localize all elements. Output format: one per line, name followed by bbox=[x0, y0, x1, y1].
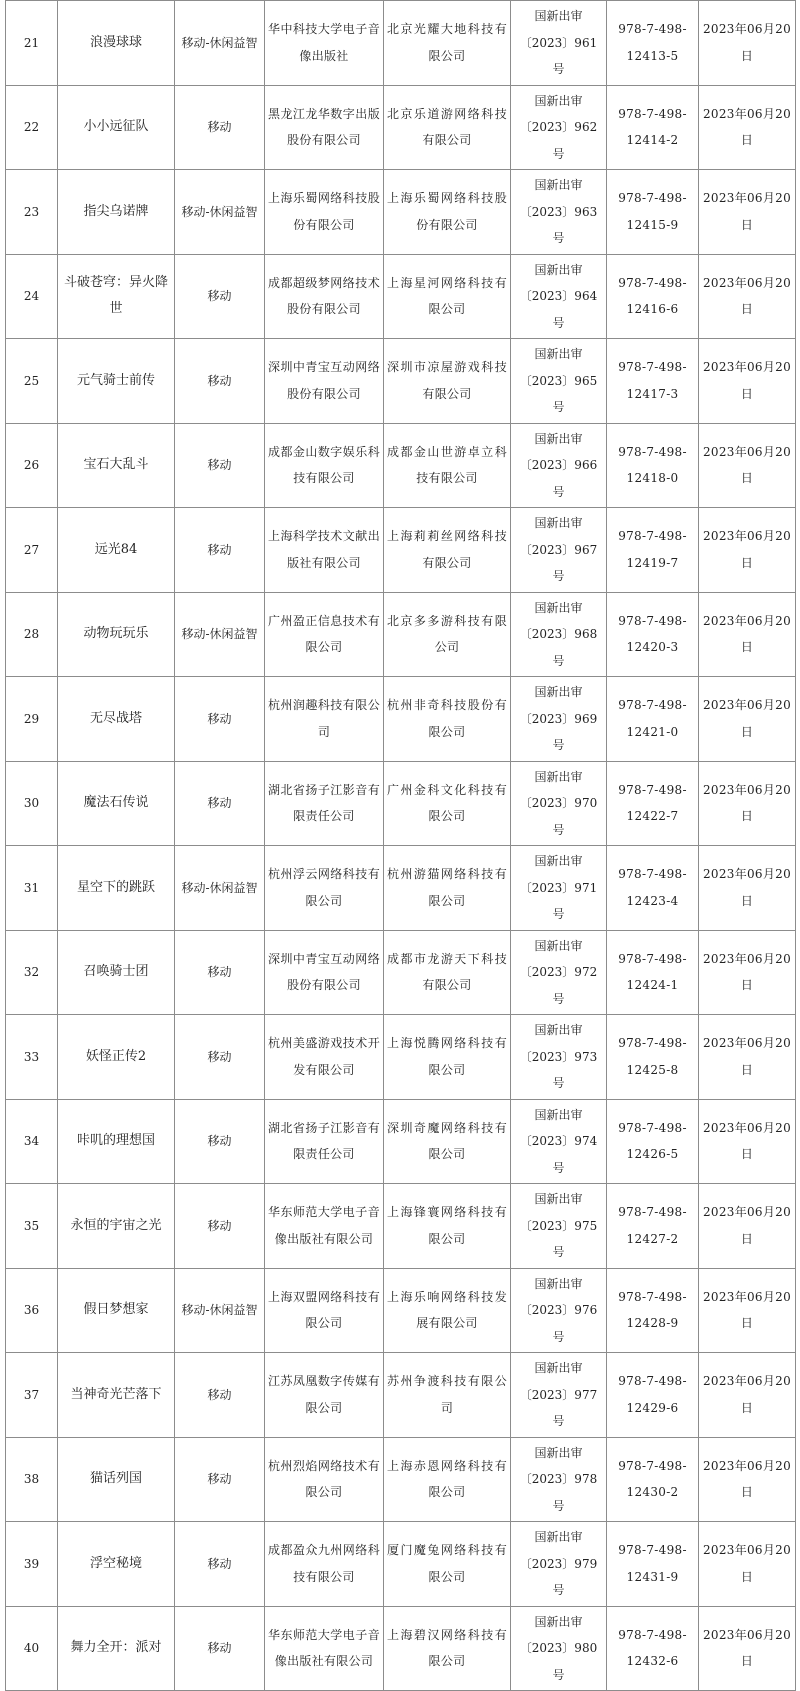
row-number-cell: 26 bbox=[6, 423, 58, 508]
table-row bbox=[6, 1184, 796, 1269]
approval-date-cell: 2023年06月20日 bbox=[699, 508, 796, 593]
table-row bbox=[6, 930, 796, 1015]
table-row bbox=[6, 1099, 796, 1184]
approval-number-cell: 国新出审〔2023〕975号 bbox=[511, 1184, 607, 1269]
row-number-cell: 25 bbox=[6, 339, 58, 424]
approval-number-cell: 国新出审〔2023〕969号 bbox=[511, 677, 607, 762]
approval-number-cell: 国新出审〔2023〕971号 bbox=[511, 846, 607, 931]
approval-number-cell: 国新出审〔2023〕972号 bbox=[511, 930, 607, 1015]
game-type-cell: 移动 bbox=[175, 339, 265, 424]
approval-number-cell: 国新出审〔2023〕978号 bbox=[511, 1437, 607, 1522]
approval-number-cell: 国新出审〔2023〕977号 bbox=[511, 1353, 607, 1438]
row-number-cell: 34 bbox=[6, 1099, 58, 1184]
row-number-cell: 30 bbox=[6, 761, 58, 846]
game-name-cell: 动物玩玩乐 bbox=[58, 592, 175, 677]
row-number-cell: 23 bbox=[6, 170, 58, 255]
table-row bbox=[6, 1437, 796, 1522]
row-number-cell: 40 bbox=[6, 1606, 58, 1691]
approval-date-cell: 2023年06月20日 bbox=[699, 677, 796, 762]
publisher-cell: 上海乐蜀网络科技股份有限公司 bbox=[265, 170, 384, 255]
publisher-cell: 成都金山数字娱乐科技有限公司 bbox=[265, 423, 384, 508]
game-name-cell: 宝石大乱斗 bbox=[58, 423, 175, 508]
row-number-cell: 35 bbox=[6, 1184, 58, 1269]
operator-cell: 上海赤恩网络科技有限公司 bbox=[384, 1437, 511, 1522]
isbn-cell: 978-7-498-12430-2 bbox=[607, 1437, 699, 1522]
game-type-cell: 移动 bbox=[175, 423, 265, 508]
game-name-cell: 浪漫球球 bbox=[58, 1, 175, 86]
operator-cell: 北京多多游科技有限公司 bbox=[384, 592, 511, 677]
game-type-cell: 移动 bbox=[175, 1099, 265, 1184]
game-name-cell: 当神奇光芒落下 bbox=[58, 1353, 175, 1438]
row-number-cell: 21 bbox=[6, 1, 58, 86]
table-row bbox=[6, 1353, 796, 1438]
game-type-cell: 移动 bbox=[175, 1522, 265, 1607]
approval-date-cell: 2023年06月20日 bbox=[699, 1353, 796, 1438]
row-number-cell: 38 bbox=[6, 1437, 58, 1522]
table-body bbox=[6, 1, 796, 1691]
game-name-cell: 猫话列国 bbox=[58, 1437, 175, 1522]
publisher-cell: 上海科学技术文献出版社有限公司 bbox=[265, 508, 384, 593]
operator-cell: 成都市龙游天下科技有限公司 bbox=[384, 930, 511, 1015]
approval-list-table bbox=[5, 0, 796, 1691]
approval-number-cell: 国新出审〔2023〕962号 bbox=[511, 85, 607, 170]
publisher-cell: 华中科技大学电子音像出版社 bbox=[265, 1, 384, 86]
game-name-cell: 元气骑士前传 bbox=[58, 339, 175, 424]
row-number-cell: 33 bbox=[6, 1015, 58, 1100]
approval-number-cell: 国新出审〔2023〕967号 bbox=[511, 508, 607, 593]
approval-date-cell: 2023年06月20日 bbox=[699, 1015, 796, 1100]
isbn-cell: 978-7-498-12422-7 bbox=[607, 761, 699, 846]
approval-date-cell: 2023年06月20日 bbox=[699, 1, 796, 86]
operator-cell: 上海乐响网络科技发展有限公司 bbox=[384, 1268, 511, 1353]
isbn-cell: 978-7-498-12415-9 bbox=[607, 170, 699, 255]
game-type-cell: 移动-休闲益智 bbox=[175, 1, 265, 86]
operator-cell: 上海乐蜀网络科技股份有限公司 bbox=[384, 170, 511, 255]
table-row bbox=[6, 1268, 796, 1353]
table-row bbox=[6, 846, 796, 931]
isbn-cell: 978-7-498-12427-2 bbox=[607, 1184, 699, 1269]
isbn-cell: 978-7-498-12431-9 bbox=[607, 1522, 699, 1607]
row-number-cell: 36 bbox=[6, 1268, 58, 1353]
game-name-cell: 小小远征队 bbox=[58, 85, 175, 170]
approval-date-cell: 2023年06月20日 bbox=[699, 170, 796, 255]
publisher-cell: 杭州美盛游戏技术开发有限公司 bbox=[265, 1015, 384, 1100]
row-number-cell: 32 bbox=[6, 930, 58, 1015]
table-row bbox=[6, 1015, 796, 1100]
approval-date-cell: 2023年06月20日 bbox=[699, 1522, 796, 1607]
publisher-cell: 湖北省扬子江影音有限责任公司 bbox=[265, 761, 384, 846]
approval-date-cell: 2023年06月20日 bbox=[699, 1184, 796, 1269]
game-type-cell: 移动-休闲益智 bbox=[175, 846, 265, 931]
row-number-cell: 39 bbox=[6, 1522, 58, 1607]
game-name-cell: 妖怪正传2 bbox=[58, 1015, 175, 1100]
game-type-cell: 移动-休闲益智 bbox=[175, 170, 265, 255]
game-type-cell: 移动-休闲益智 bbox=[175, 592, 265, 677]
game-name-cell: 魔法石传说 bbox=[58, 761, 175, 846]
operator-cell: 北京乐道游网络科技有限公司 bbox=[384, 85, 511, 170]
table-row bbox=[6, 1, 796, 86]
operator-cell: 苏州争渡科技有限公司 bbox=[384, 1353, 511, 1438]
table-row bbox=[6, 1522, 796, 1607]
game-name-cell: 咔叽的理想国 bbox=[58, 1099, 175, 1184]
game-name-cell: 召唤骑士团 bbox=[58, 930, 175, 1015]
game-type-cell: 移动 bbox=[175, 761, 265, 846]
isbn-cell: 978-7-498-12418-0 bbox=[607, 423, 699, 508]
approval-date-cell: 2023年06月20日 bbox=[699, 1437, 796, 1522]
operator-cell: 杭州非奇科技股份有限公司 bbox=[384, 677, 511, 762]
isbn-cell: 978-7-498-12420-3 bbox=[607, 592, 699, 677]
game-name-cell: 指尖乌诺牌 bbox=[58, 170, 175, 255]
isbn-cell: 978-7-498-12421-0 bbox=[607, 677, 699, 762]
game-name-cell: 假日梦想家 bbox=[58, 1268, 175, 1353]
approval-date-cell: 2023年06月20日 bbox=[699, 423, 796, 508]
approval-date-cell: 2023年06月20日 bbox=[699, 254, 796, 339]
isbn-cell: 978-7-498-12414-2 bbox=[607, 85, 699, 170]
row-number-cell: 31 bbox=[6, 846, 58, 931]
game-type-cell: 移动 bbox=[175, 1606, 265, 1691]
publisher-cell: 华东师范大学电子音像出版社有限公司 bbox=[265, 1184, 384, 1269]
operator-cell: 成都金山世游卓立科技有限公司 bbox=[384, 423, 511, 508]
isbn-cell: 978-7-498-12432-6 bbox=[607, 1606, 699, 1691]
approval-date-cell: 2023年06月20日 bbox=[699, 85, 796, 170]
approval-number-cell: 国新出审〔2023〕973号 bbox=[511, 1015, 607, 1100]
approval-date-cell: 2023年06月20日 bbox=[699, 761, 796, 846]
publisher-cell: 上海双盟网络科技有限公司 bbox=[265, 1268, 384, 1353]
publisher-cell: 华东师范大学电子音像出版社有限公司 bbox=[265, 1606, 384, 1691]
row-number-cell: 22 bbox=[6, 85, 58, 170]
table-row bbox=[6, 170, 796, 255]
row-number-cell: 24 bbox=[6, 254, 58, 339]
operator-cell: 深圳奇魔网络科技有限公司 bbox=[384, 1099, 511, 1184]
isbn-cell: 978-7-498-12417-3 bbox=[607, 339, 699, 424]
approval-number-cell: 国新出审〔2023〕974号 bbox=[511, 1099, 607, 1184]
isbn-cell: 978-7-498-12416-6 bbox=[607, 254, 699, 339]
operator-cell: 上海碧汉网络科技有限公司 bbox=[384, 1606, 511, 1691]
row-number-cell: 29 bbox=[6, 677, 58, 762]
operator-cell: 杭州游猫网络科技有限公司 bbox=[384, 846, 511, 931]
publisher-cell: 深圳中青宝互动网络股份有限公司 bbox=[265, 930, 384, 1015]
isbn-cell: 978-7-498-12425-8 bbox=[607, 1015, 699, 1100]
operator-cell: 北京光耀大地科技有限公司 bbox=[384, 1, 511, 86]
table-row bbox=[6, 1606, 796, 1691]
game-type-cell: 移动 bbox=[175, 677, 265, 762]
publisher-cell: 黑龙江龙华数字出版股份有限公司 bbox=[265, 85, 384, 170]
game-type-cell: 移动 bbox=[175, 1015, 265, 1100]
game-type-cell: 移动 bbox=[175, 1353, 265, 1438]
row-number-cell: 37 bbox=[6, 1353, 58, 1438]
approval-number-cell: 国新出审〔2023〕976号 bbox=[511, 1268, 607, 1353]
game-type-cell: 移动 bbox=[175, 930, 265, 1015]
game-name-cell: 远光84 bbox=[58, 508, 175, 593]
approval-number-cell: 国新出审〔2023〕968号 bbox=[511, 592, 607, 677]
approval-date-cell: 2023年06月20日 bbox=[699, 1268, 796, 1353]
table-row bbox=[6, 339, 796, 424]
row-number-cell: 28 bbox=[6, 592, 58, 677]
approval-number-cell: 国新出审〔2023〕961号 bbox=[511, 1, 607, 86]
operator-cell: 广州金科文化科技有限公司 bbox=[384, 761, 511, 846]
operator-cell: 厦门魔兔网络科技有限公司 bbox=[384, 1522, 511, 1607]
approval-date-cell: 2023年06月20日 bbox=[699, 846, 796, 931]
table-row bbox=[6, 761, 796, 846]
isbn-cell: 978-7-498-12424-1 bbox=[607, 930, 699, 1015]
game-type-cell: 移动 bbox=[175, 508, 265, 593]
operator-cell: 上海莉莉丝网络科技有限公司 bbox=[384, 508, 511, 593]
isbn-cell: 978-7-498-12428-9 bbox=[607, 1268, 699, 1353]
approval-date-cell: 2023年06月20日 bbox=[699, 1606, 796, 1691]
game-name-cell: 无尽战塔 bbox=[58, 677, 175, 762]
operator-cell: 深圳市凉屋游戏科技有限公司 bbox=[384, 339, 511, 424]
publisher-cell: 成都超级梦网络技术股份有限公司 bbox=[265, 254, 384, 339]
approval-date-cell: 2023年06月20日 bbox=[699, 1099, 796, 1184]
approval-number-cell: 国新出审〔2023〕970号 bbox=[511, 761, 607, 846]
isbn-cell: 978-7-498-12429-6 bbox=[607, 1353, 699, 1438]
publisher-cell: 杭州烈焰网络技术有限公司 bbox=[265, 1437, 384, 1522]
approval-number-cell: 国新出审〔2023〕965号 bbox=[511, 339, 607, 424]
approval-date-cell: 2023年06月20日 bbox=[699, 339, 796, 424]
row-number-cell: 27 bbox=[6, 508, 58, 593]
approval-number-cell: 国新出审〔2023〕979号 bbox=[511, 1522, 607, 1607]
isbn-cell: 978-7-498-12419-7 bbox=[607, 508, 699, 593]
game-type-cell: 移动 bbox=[175, 85, 265, 170]
publisher-cell: 杭州浮云网络科技有限公司 bbox=[265, 846, 384, 931]
table-row bbox=[6, 423, 796, 508]
table-row bbox=[6, 508, 796, 593]
table-row bbox=[6, 85, 796, 170]
game-type-cell: 移动 bbox=[175, 1184, 265, 1269]
game-name-cell: 永恒的宇宙之光 bbox=[58, 1184, 175, 1269]
publisher-cell: 江苏凤凰数字传媒有限公司 bbox=[265, 1353, 384, 1438]
isbn-cell: 978-7-498-12426-5 bbox=[607, 1099, 699, 1184]
table-row bbox=[6, 254, 796, 339]
operator-cell: 上海锋寰网络科技有限公司 bbox=[384, 1184, 511, 1269]
table-row bbox=[6, 592, 796, 677]
game-name-cell: 星空下的跳跃 bbox=[58, 846, 175, 931]
game-type-cell: 移动 bbox=[175, 254, 265, 339]
game-type-cell: 移动 bbox=[175, 1437, 265, 1522]
isbn-cell: 978-7-498-12413-5 bbox=[607, 1, 699, 86]
publisher-cell: 湖北省扬子江影音有限责任公司 bbox=[265, 1099, 384, 1184]
approval-number-cell: 国新出审〔2023〕963号 bbox=[511, 170, 607, 255]
table-row bbox=[6, 677, 796, 762]
approval-number-cell: 国新出审〔2023〕964号 bbox=[511, 254, 607, 339]
approval-number-cell: 国新出审〔2023〕966号 bbox=[511, 423, 607, 508]
isbn-cell: 978-7-498-12423-4 bbox=[607, 846, 699, 931]
game-name-cell: 舞力全开：派对 bbox=[58, 1606, 175, 1691]
operator-cell: 上海星河网络科技有限公司 bbox=[384, 254, 511, 339]
approval-date-cell: 2023年06月20日 bbox=[699, 592, 796, 677]
publisher-cell: 成都盈众九州网络科技有限公司 bbox=[265, 1522, 384, 1607]
operator-cell: 上海悦腾网络科技有限公司 bbox=[384, 1015, 511, 1100]
game-name-cell: 浮空秘境 bbox=[58, 1522, 175, 1607]
approval-date-cell: 2023年06月20日 bbox=[699, 930, 796, 1015]
approval-number-cell: 国新出审〔2023〕980号 bbox=[511, 1606, 607, 1691]
game-type-cell: 移动-休闲益智 bbox=[175, 1268, 265, 1353]
game-name-cell: 斗破苍穹：异火降世 bbox=[58, 254, 175, 339]
publisher-cell: 深圳中青宝互动网络股份有限公司 bbox=[265, 339, 384, 424]
publisher-cell: 广州盈正信息技术有限公司 bbox=[265, 592, 384, 677]
publisher-cell: 杭州润趣科技有限公司 bbox=[265, 677, 384, 762]
